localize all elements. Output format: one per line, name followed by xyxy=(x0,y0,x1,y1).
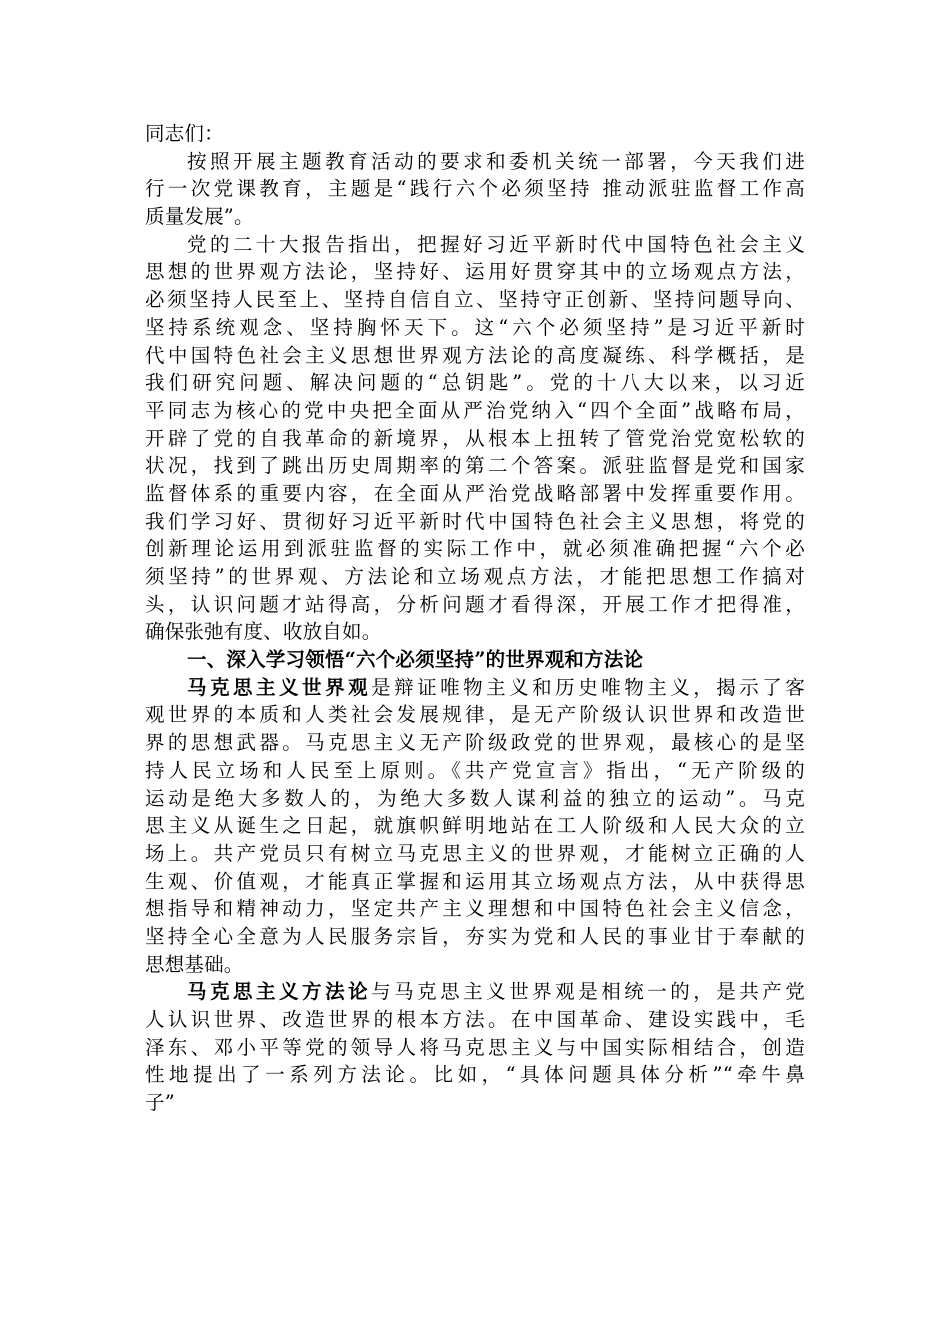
paragraph-line: 我们学习好、贯彻好习近平新时代中国特色社会主义思想，将党的 xyxy=(145,509,805,533)
paragraph-line: 泽东、邓小平等党的领导人将马克思主义与中国实际相结合，创造 xyxy=(145,1035,805,1059)
paragraph-line: 人认识世界、改造世界的根本方法。在中国革命、建设实践中，毛 xyxy=(145,1008,805,1031)
paragraph-line: 界的思想武器。马克思主义无产阶级政党的世界观，最核心的是坚 xyxy=(145,731,805,755)
paragraph-line: 监督体系的重要内容，在全面从严治党战略部署中发挥重要作用。 xyxy=(145,481,805,505)
paragraph-line: 性地提出了一系列方法论。比如，“具体问题具体分析”“牵牛鼻 xyxy=(145,1063,805,1087)
bold-lead: 马克思主义方法论 xyxy=(187,980,372,1004)
paragraph-line: 平同志为核心的党中央把全面从严治党纳入“四个全面”战略布局， xyxy=(145,398,805,422)
document-page xyxy=(145,120,805,1117)
paragraph-line: 必须坚持人民至上、坚持自信自立、坚持守正创新、坚持问题导向、 xyxy=(145,288,805,312)
paragraph-intro xyxy=(145,148,805,231)
section-heading: 一、深入学习领悟“六个必须坚持”的世界观和方法论 xyxy=(187,648,644,672)
paragraph-line: 代中国特色社会主义思想世界观方法论的高度凝练、科学概括，是 xyxy=(145,343,805,367)
paragraph-methodology xyxy=(145,978,805,1116)
paragraph-line: 想指导和精神动力，坚定共产主义理想和中国特色社会主义信念， xyxy=(145,897,805,921)
paragraph-line: 状况，找到了跳出历史周期率的第二个答案。派驻监督是党和国家 xyxy=(145,454,805,478)
paragraph-line: 我们研究问题、解决问题的“总钥匙”。党的十八大以来，以习近 xyxy=(145,371,805,395)
paragraph-worldview xyxy=(145,674,805,979)
paragraph-line: 按照开展主题教育活动的要求和委机关统一部署，今天我们进 xyxy=(187,149,805,173)
paragraph-line: 创新理论运用到派驻监督的实际工作中，就必须准确把握“六个必 xyxy=(145,537,805,561)
paragraph-line: 持人民立场和人民至上原则。《共产党宣言》指出，“无产阶级的 xyxy=(145,758,805,782)
paragraph-line: 质量发展”。 xyxy=(145,205,254,229)
paragraph-line: 思主义从诞生之日起，就旗帜鲜明地站在工人阶级和人民大众的立 xyxy=(145,814,805,838)
paragraph-text: 是辩证唯物主义和历史唯物主义，揭示了客 xyxy=(371,675,805,699)
paragraph-line: 运动是绝大多数人的，为绝大多数人谋利益的独立的运动”。马克 xyxy=(145,786,805,810)
paragraph-line: 开辟了党的自我革命的新境界，从根本上扭转了管党治党宽松软的 xyxy=(145,426,805,450)
paragraph-line: 思想基础。 xyxy=(145,952,244,976)
paragraph-line: 确保张弛有度、收放自如。 xyxy=(145,620,382,644)
paragraph-line: 头，认识问题才站得高，分析问题才看得深，开展工作才把得准， xyxy=(145,592,805,616)
paragraph-text: 与马克思主义世界观是相统一的，是共产党 xyxy=(371,980,805,1004)
paragraph-line: 须坚持”的世界观、方法论和立场观点方法，才能把思想工作搞对 xyxy=(145,565,805,588)
salutation: 同志们： xyxy=(145,122,224,145)
bold-lead: 马克思主义世界观 xyxy=(187,675,372,699)
paragraph-line: 行一次党课教育，主题是“践行六个必须坚持 推动派驻监督工作高 xyxy=(145,177,805,201)
paragraph-line: 坚持系统观念、坚持胸怀天下。这“六个必须坚持”是习近平新时 xyxy=(145,315,805,339)
paragraph-line: 思想的世界观方法论，坚持好、运用好贯穿其中的立场观点方法， xyxy=(145,260,805,284)
paragraph-line: 观世界的本质和人类社会发展规律，是无产阶级认识世界和改造世 xyxy=(145,703,805,727)
paragraph-report xyxy=(145,231,805,646)
paragraph-line: 坚持全心全意为人民服务宗旨，夯实为党和人民的事业甘于奉献的 xyxy=(145,924,805,948)
paragraph-line xyxy=(145,674,805,702)
paragraph-line xyxy=(145,978,805,1006)
paragraph-line: 党的二十大报告指出，把握好习近平新时代中国特色社会主义 xyxy=(187,232,805,256)
paragraph-line: 子” xyxy=(145,1091,175,1115)
paragraph-line: 场上。共产党员只有树立马克思主义的世界观，才能树立正确的人 xyxy=(145,841,805,865)
paragraph-line: 生观、价值观，才能真正掌握和运用其立场观点方法，从中获得思 xyxy=(145,869,805,893)
